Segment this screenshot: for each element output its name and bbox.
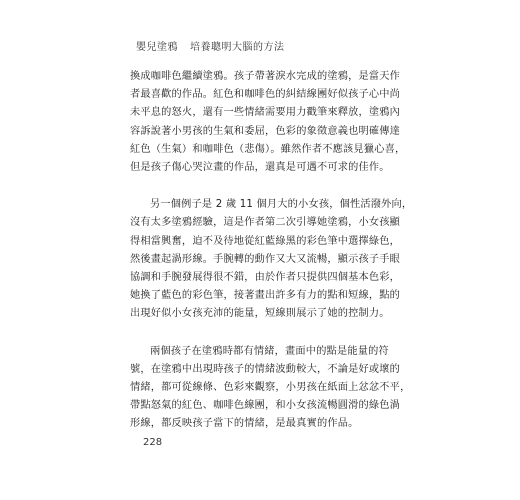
- text-line: 協調和手腕發展得很不錯，由於作者只提供四個基本色彩，: [130, 272, 401, 284]
- body-text: [130, 68, 413, 434]
- text-line: 然後畫起渦形線。手腕轉的動作又大又流暢，顯示孩子手眼: [130, 253, 401, 265]
- text-line: 但是孩子傷心哭泣畫的作品，還真是可遇不可求的佳作。: [130, 162, 390, 174]
- text-line: 兩個孩子在塗鴉時都有情緒，畫面中的點是能量的符: [150, 345, 389, 357]
- page-number: 228: [143, 437, 163, 448]
- text-line: 沒有太多塗鴉經驗，這是作者第二次引導她塗鴉，小女孩顯: [130, 217, 401, 229]
- text-line: 形線，都反映孩子當下的情緒，是最真實的作品。: [130, 418, 359, 430]
- text-line: 號，在塗鴉中出現時孩子的情緒波動較大，不論是好或壞的: [130, 363, 401, 375]
- text-line: 帶點怒氣的紅色、咖啡色線團，和小女孩流暢圓滑的綠色渦: [130, 400, 401, 412]
- paragraph-1: [130, 68, 406, 177]
- text-line: 情緒，都可從線條、色彩來觀察，小男孩在紙面上忿忿不平，: [130, 382, 411, 394]
- book-title: 嬰兒塗鴉: [136, 42, 178, 53]
- text-line: 她換了藍色的彩色筆，接著畫出許多有力的點和短線，點的: [130, 290, 401, 302]
- running-header: [136, 38, 285, 53]
- text-line: 得相當興奮，迫不及待地從紅藍綠黑的彩色筆中選擇綠色，: [130, 235, 401, 247]
- text-line: 另一個例子是 2 歲 11 個月大的小女孩，個性活潑外向，: [150, 199, 413, 211]
- text-line: 紅色（生氣）和咖啡色（悲傷）。雖然作者不應該見獵心喜，: [130, 143, 406, 155]
- text-line: 者最喜歡的作品。紅色和咖啡色的糾結線團好似孩子心中尚: [130, 89, 401, 101]
- text-line: 出現好似小女孩充沛的能量，短線則展示了她的控制力。: [130, 308, 390, 320]
- chapter-title: 培養聰明大腦的方法: [190, 42, 285, 53]
- text-line: 換成咖啡色繼續塗鴉。孩子帶著淚水完成的塗鴉，是當天作: [130, 71, 401, 82]
- text-line: 容訴說著小男孩的生氣和委屈，色彩的象徵意義也明確傳達: [130, 125, 401, 137]
- paragraph-3: [130, 343, 411, 434]
- text-line: 未平息的怒火，還有一些情緒需要用力戳筆來釋放，塗鴉內: [130, 107, 401, 119]
- paragraph-2: [130, 196, 413, 323]
